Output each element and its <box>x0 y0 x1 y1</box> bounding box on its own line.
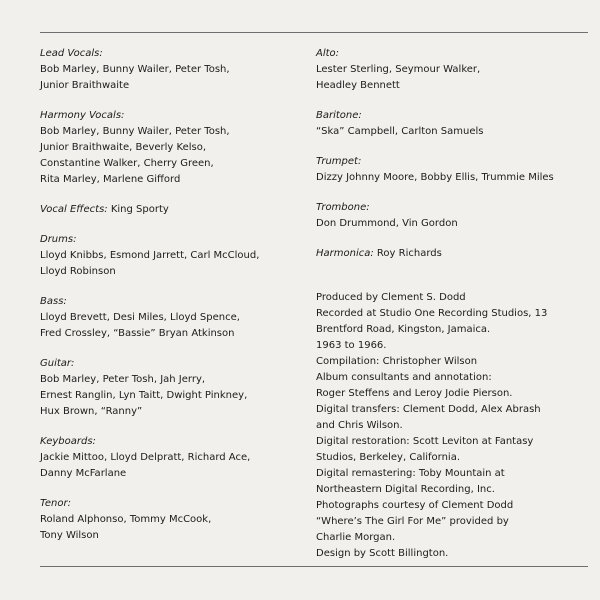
musician-line: Don Drummond, Vin Gordon <box>316 218 458 229</box>
credit-line: Digital remastering: Toby Mountain at <box>316 468 505 479</box>
credit-line: Digital transfers: Clement Dodd, Alex Abrash <box>316 404 541 415</box>
credit-block-harmony-vocals <box>40 108 290 188</box>
credit-line: Roger Steffens and Leroy Jodie Pierson. <box>316 388 513 399</box>
musician-line: Fred Crossley, “Bassie” Bryan Atkinson <box>40 328 235 339</box>
musician-line: Tony Wilson <box>40 530 99 541</box>
role-label: Vocal Effects: <box>40 204 108 215</box>
role-label: Baritone: <box>316 110 362 121</box>
credit-block-bass <box>40 294 290 342</box>
right-credits-column <box>316 46 586 562</box>
credit-block-drums <box>40 232 290 280</box>
credit-line: Brentford Road, Kingston, Jamaica. <box>316 324 491 335</box>
role-label: Lead Vocals: <box>40 48 103 59</box>
role-label: Guitar: <box>40 358 75 369</box>
musician-line: Bob Marley, Peter Tosh, Jah Jerry, <box>40 374 206 385</box>
musician-name: King Sporty <box>107 204 169 215</box>
role-label: Bass: <box>40 296 67 307</box>
musician-line: Lloyd Brevett, Desi Miles, Lloyd Spence, <box>40 312 240 323</box>
inline-credit-line <box>316 246 586 262</box>
production-credits <box>316 290 586 562</box>
credit-line: and Chris Wilson. <box>316 420 403 431</box>
bottom-divider <box>40 566 588 567</box>
musician-name: Roy Richards <box>373 248 442 259</box>
credit-line: Charlie Morgan. <box>316 532 396 543</box>
credit-line: Compilation: Christopher Wilson <box>316 356 478 367</box>
role-label: Harmonica: <box>316 248 374 259</box>
musician-line: “Ska” Campbell, Carlton Samuels <box>316 126 484 137</box>
role-label: Trombone: <box>316 202 370 213</box>
musician-line: Constantine Walker, Cherry Green, <box>40 158 214 169</box>
credit-block-tenor <box>40 496 290 544</box>
musician-line: Jackie Mittoo, Lloyd Delpratt, Richard Ace, <box>40 452 251 463</box>
credit-block-trombone <box>316 200 586 232</box>
role-label: Keyboards: <box>40 436 96 447</box>
role-label: Trumpet: <box>316 156 362 167</box>
role-label: Alto: <box>316 48 340 59</box>
musician-line: Roland Alphonso, Tommy McCook, <box>40 514 212 525</box>
musician-line: Bob Marley, Bunny Wailer, Peter Tosh, <box>40 126 230 137</box>
credit-block-vocal-effects <box>40 202 290 218</box>
credit-line: Digital restoration: Scott Leviton at Fantasy <box>316 436 534 447</box>
role-label: Drums: <box>40 234 77 245</box>
credit-line: Album consultants and annotation: <box>316 372 492 383</box>
musician-line: Dizzy Johnny Moore, Bobby Ellis, Trummie Miles <box>316 172 554 183</box>
musician-line: Danny McFarlane <box>40 468 127 479</box>
musician-line: Rita Marley, Marlene Gifford <box>40 174 181 185</box>
inline-credit-line <box>40 202 290 218</box>
top-divider <box>40 32 588 33</box>
musician-line: Headley Bennett <box>316 80 400 91</box>
credit-line: Photographs courtesy of Clement Dodd <box>316 500 514 511</box>
credit-block-guitar <box>40 356 290 420</box>
musician-line: Lester Sterling, Seymour Walker, <box>316 64 481 75</box>
role-label: Tenor: <box>40 498 71 509</box>
credit-block-harmonica <box>316 246 586 262</box>
musician-line: Hux Brown, “Ranny” <box>40 406 143 417</box>
credit-block-keyboards <box>40 434 290 482</box>
credit-block-baritone <box>316 108 586 140</box>
credit-line: Northeastern Digital Recording, Inc. <box>316 484 495 495</box>
credit-line: Recorded at Studio One Recording Studios, 13 <box>316 308 548 319</box>
credit-block-trumpet <box>316 154 586 186</box>
musician-line: Junior Braithwaite <box>40 80 130 91</box>
musician-line: Lloyd Knibbs, Esmond Jarrett, Carl McCloud, <box>40 250 260 261</box>
musician-line: Junior Braithwaite, Beverly Kelso, <box>40 142 207 153</box>
musician-line: Lloyd Robinson <box>40 266 116 277</box>
role-label: Harmony Vocals: <box>40 110 125 121</box>
left-credits-column <box>40 46 290 558</box>
musician-line: Bob Marley, Bunny Wailer, Peter Tosh, <box>40 64 230 75</box>
credit-line: Design by Scott Billington. <box>316 548 449 559</box>
credit-block-alto <box>316 46 586 94</box>
credit-line: Produced by Clement S. Dodd <box>316 292 466 303</box>
credit-line: “Where’s The Girl For Me” provided by <box>316 516 509 527</box>
credit-block-lead-vocals <box>40 46 290 94</box>
credit-line: Studios, Berkeley, California. <box>316 452 460 463</box>
musician-line: Ernest Ranglin, Lyn Taitt, Dwight Pinkney, <box>40 390 248 401</box>
credit-line: 1963 to 1966. <box>316 340 387 351</box>
